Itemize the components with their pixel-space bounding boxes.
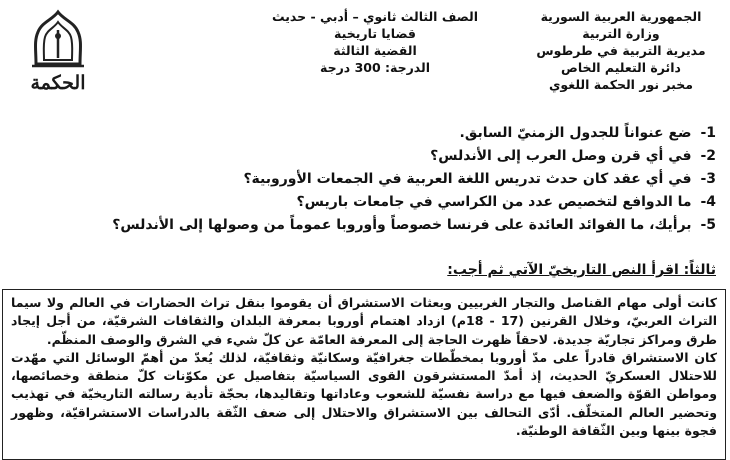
question-text: ما الدوافع لتخصيص عدد من الكراسي في جامعات باريس؟	[296, 194, 692, 210]
republic-line: الجمهورية العربية السورية	[540, 9, 702, 24]
historical-passage-box	[2, 289, 726, 460]
question-item	[16, 191, 716, 214]
ministry-line: وزارة التربية	[582, 26, 660, 41]
grade-line: الصف الثالث ثانوي – أدبي - حديث	[272, 9, 478, 24]
department-line: دائرة التعليم الخاص	[561, 60, 681, 75]
question-item	[16, 214, 716, 237]
question-text: برأيك، ما الفوائد العائدة على فرنسا خصوصاً وأوروبا عموماً من وصولها إلى الأندلس؟	[112, 217, 692, 233]
score-line: الدرجة: 300 درجة	[320, 60, 430, 75]
question-text: في أي قرن وصل العرب إلى الأندلس؟	[430, 148, 692, 164]
passage-paragraph-2: كان الاستشراق قادراً على مدّ أوروبا بمخطّطات جغرافيّة وسكانيّة وثقافيّة، لذلك يُعدّ من أهمّ الوسائل التي مهّدت للاحتلال العسكريّ الحديث، إذ أمدّ المستشرقون القوى السياسيّة بتفاصيل عن مكوّنات كلّ منطقة وخصائصها، ومواطن القوّة والضعف فيها مع دراسة نفسيّة للشعوب وعاداتها وتقاليدها، بحجّة تأدية رسالته التاريخيّة في تهذيب وتحضير العالم المتخلّف. أدّى التحالف بين الاستشراق والاحتلال إلى ضعف الثّقة بالدراسات الاستشراقيّة، وظهور فجوة بينها وبين الثّقافة الوطنيّة.	[11, 349, 717, 439]
question-number: 5-	[700, 217, 716, 233]
question-number: 3-	[700, 171, 716, 187]
question-number: 1-	[700, 125, 716, 141]
section-heading: ثالثاً: اقرأ النص التاريخيّ الآتي ثم أجب:	[447, 262, 716, 278]
logo-wordmark: الحكمة	[30, 72, 86, 94]
mosque-arch-logo-icon	[12, 8, 104, 100]
subject-line: قضايا تاريخية	[334, 26, 416, 41]
issue-line: القضية الثالثة	[333, 43, 417, 58]
passage-paragraph-1: كانت أولى مهام القناصل والتجار الغربيين وبعثات الاستشراق أن يقوموا بنقل تراث الحضارات في العالم ولا سيما التراث العربيّ، وخلال القرنين (17 - 18م) ازداد اهتمام أوروبا بمعرفة البلدان والثقافات الشرقيّة، من أجل إيجاد طرق ومراكز تجاريّة جديدة. لاحقاً ظهرت الحاجة إلى المعرفة العامّة عن كلّ شيء في الشرق والوصف المنظّم.	[11, 295, 717, 347]
question-item	[16, 122, 716, 145]
question-item	[16, 145, 716, 168]
question-number: 2-	[700, 148, 716, 164]
directorate-line: مديرية التربية في طرطوس	[536, 43, 706, 58]
question-text: ضع عنواناً للجدول الزمنيّ السابق.	[459, 125, 692, 141]
question-text: في أي عقد كان حدث تدريس اللغة العربية في الجمعات الأوروبية؟	[243, 171, 692, 187]
question-item	[16, 168, 716, 191]
question-list	[16, 122, 716, 237]
question-number: 4-	[700, 194, 716, 210]
lab-line: مخبر نور الحكمة اللغوي	[548, 77, 694, 92]
ministry-header	[526, 8, 716, 93]
exam-info-header	[272, 8, 478, 76]
